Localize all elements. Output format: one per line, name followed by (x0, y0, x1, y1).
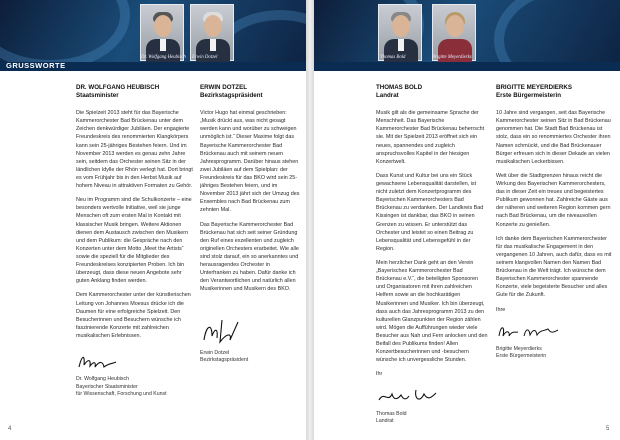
signature-bold (376, 385, 446, 407)
signature-dotzel (200, 314, 270, 346)
banner-swirl (494, 0, 620, 62)
closing: Ihre (496, 306, 506, 313)
banner-swirl (0, 0, 130, 62)
greeting-column (200, 84, 300, 365)
paragraph: Mein herzlicher Dank geht an den Verein „Bayerisches Kammerorchester Bad Brückenau e.V.“, die beteiligten Sponsoren und Organisatoren mit ihren zahlreichen Helfern sowie an die hochkarätigen Musikerinnen und Musiker. Ich bin überzeugt, dass auch das Jahresprogramm 2013 zu den kulturellen Glanzpunkten der Region zählen wird. Mögen die Aufführungen wieder viele Besucher aus Nah und Fern anlocken und den Beifall des Publikums finden! Allen Konzertbesucherinnen und -besuchern wünsche ich unvergessliche Stunden. (376, 259, 488, 364)
signature-line: Landrat (376, 418, 394, 425)
photo-caption: Dr. Wolfgang Heubisch (141, 55, 186, 60)
author-role: Staatsminister (76, 92, 119, 100)
spine-gutter (306, 0, 314, 440)
signature-line: für Wissenschaft, Forschung und Kunst (76, 391, 167, 398)
closing: Ihr (376, 371, 383, 378)
paragraph: Dass Kunst und Kultur bei uns ein Stück gewachsene Lebensqualität darstellen, ist nicht zuletzt dem Konzertprogramm des Bayerischen Kammerorchesters Bad Brückenau zu verdanken. Der Landkreis Bad Kissingen ist dankbar, das BKO in seinen Grenzen zu wissen. Er unterstützt das Orchester und leistet so einen Beitrag zu Lebensqualität und Lebensgefühl in der Region. (376, 172, 484, 252)
signature-meyerdierks (496, 320, 566, 342)
signature-line: Bayerischer Staatsminister (76, 383, 138, 390)
author-name: ERWIN DOTZEL (200, 84, 247, 91)
left-page (0, 0, 306, 440)
left-header-banner (0, 0, 306, 62)
signature-line: Brigitte Meyerdierks (496, 345, 542, 352)
portrait-meyerdierks (432, 4, 476, 61)
greeting-column (496, 84, 612, 361)
section-band (314, 62, 620, 71)
portrait-dotzel (190, 4, 234, 61)
right-page (314, 0, 620, 440)
portrait-heubisch (140, 4, 184, 61)
author-name: THOMAS BOLD (376, 84, 423, 91)
photo-caption: Brigitte Meyerdierks (432, 55, 472, 60)
portrait-bold (378, 4, 422, 61)
signature-heubisch (76, 350, 146, 372)
signature-line: Thomas Bold (376, 410, 407, 417)
greeting-column (376, 84, 488, 426)
author-name: BRIGITTE MEYERDIERKS (496, 84, 572, 91)
signature-line: Erwin Dotzel (200, 349, 230, 356)
section-label: GRUSSWORTE (6, 61, 66, 70)
page-number: 5 (606, 426, 610, 432)
right-header-banner (314, 0, 620, 62)
signature-line: Erste Bürgermeisterin (496, 353, 547, 360)
greeting-column (76, 84, 194, 399)
paragraph: Das Bayerische Kammerorchester Bad Brückenau hat sich seit seiner Gründung den Ruf eines exzellenten und zugleich originellen Orchesters erarbeitet. Wie alle sind stolz darauf, ein so anerkanntes und herausragendes Orchester in Unterfranken zu haben. Dafür danke ich den Verantwortlichen und natürlich allen Musikerinnen und Musikern des BKO. (200, 221, 299, 293)
author-role: Erste Bürgermeisterin (496, 92, 561, 100)
author-role: Landrat (376, 92, 399, 100)
paragraph: Ich danke dem Bayerischen Kammerorchester für das musikalische Engagement in den vergangenen 10 Jahren, auch dafür, dass es mit seinem klangvollen Namen den Namen Bad Brückenau in die Welt trägt. Ich wünsche dem Bayerischen Kammerorchester spannende Konzerte, viele begeisterte Besucher und alles Gute für die Zukunft. (496, 235, 612, 299)
paragraph: Musik gilt als die gemeinsame Sprache der Menschheit. Das Bayerische Kammerorchester Bad Brückenau beherrscht sie. Mit der Spielzeit 2013 eröffnet sich ein neues, spannendes und zugleich anspruchsvolles Kapitel in der hiesigen Konzertwelt. (376, 110, 485, 165)
paragraph: Neu im Programm sind die Schulkonzerte – eine besonders wertvolle Initiative, weil sie junge Menschen oft zum ersten Mal in Kontakt mit klassischer Musik bringen. Weitere Aktionen dienen dem Austausch zwischen den Musikern und dem Publikum: die Gespräche nach den Konzerten unter dem Motto „Meet the Artists“ sowie die speziell für die Mitglieder des Freundeskreises konzipierten Proben. Ich bin überzeugt, dass diese neuen Angebote sehr guten Anklang finden werden. (76, 197, 192, 285)
signature-line: Dr. Wolfgang Heubisch (76, 376, 129, 383)
photo-caption: Erwin Dotzel (192, 55, 218, 60)
paragraph: 10 Jahre sind vergangen, seit das Bayerische Kammerorchester seinen Sitz in Bad Brückenau genommen hat. Die Stadt Bad Brückenau ist stolz, dass ein so renommiertes Orchester ihren Namen schmückt, und die Bad Brückenauer Bürger erfreuen sich in dieser Dekade an vielen musikalischen Leckerbissen. (496, 110, 611, 165)
page-number: 4 (8, 426, 12, 432)
paragraph: Victor Hugo hat einmal geschrieben: „Musik drückt aus, was nicht gesagt werden kann und worüber zu schweigen unmöglich ist.“ Dieser Maxime folgt das Bayerische Kammerorchester Bad Brückenau auch mit seinem neuen Jahresprogramm. Darüber hinaus stehen zwei Jubiläen auf dem Spielplan: der Freundeskreis für das BKO wird sein 25-jähriges Bestehen feiern, und im November 2013 jährt sich der Umzug des Ensembles nach Bad Brückenau zum zehnten Mal. (200, 110, 300, 214)
author-name: DR. WOLFGANG HEUBISCH (76, 84, 160, 91)
paragraph: Weit über die Stadtgrenzen hinaus reicht die Wirkung des Bayerischen Kammerorchesters, das in dieser Zeit ein treues und begeistertes Publikum gewonnen hat. Zahlreiche Gäste aus der näheren und weiteren Region kommen gern nach Bad Brückenau, um die niveauvollen Konzerte zu genießen. (496, 172, 611, 228)
photo-caption: Thomas Bold (380, 55, 406, 60)
signature-line: Bezirkstagspräsident (200, 357, 249, 364)
paragraph: Dem Kammerorchester unter der künstlerischen Leitung von Johannes Moesus drücke ich die Daumen für eine erfolgreiche Spielzeit. Den Besucherinnen und Besuchern wünsche ich faszinierende Konzerte mit zahlreichen musikalischen Erlebnissen. (76, 292, 191, 339)
paragraph: Die Spielzeit 2013 steht für das Bayerische Kammerorchester Bad Brückenau unter dem Zeichen denkwürdiger Jubiläen. Der engagierte Freundeskreis des renommierten Klangkörpers kann sein 25-jähriges Bestehen feiern. Und im November 2013 werden es genau zehn Jahre sein, seitdem das Orchester seinen Sitz in der ländlichen Idylle der Rhön verlegt hat. Dort bringt es vom Frühjahr bis in den Herbst Musik auf hohem Niveau in attraktiven Formaten zu Gehör. (76, 110, 193, 190)
author-role: Bezirkstagspräsident (200, 92, 263, 100)
